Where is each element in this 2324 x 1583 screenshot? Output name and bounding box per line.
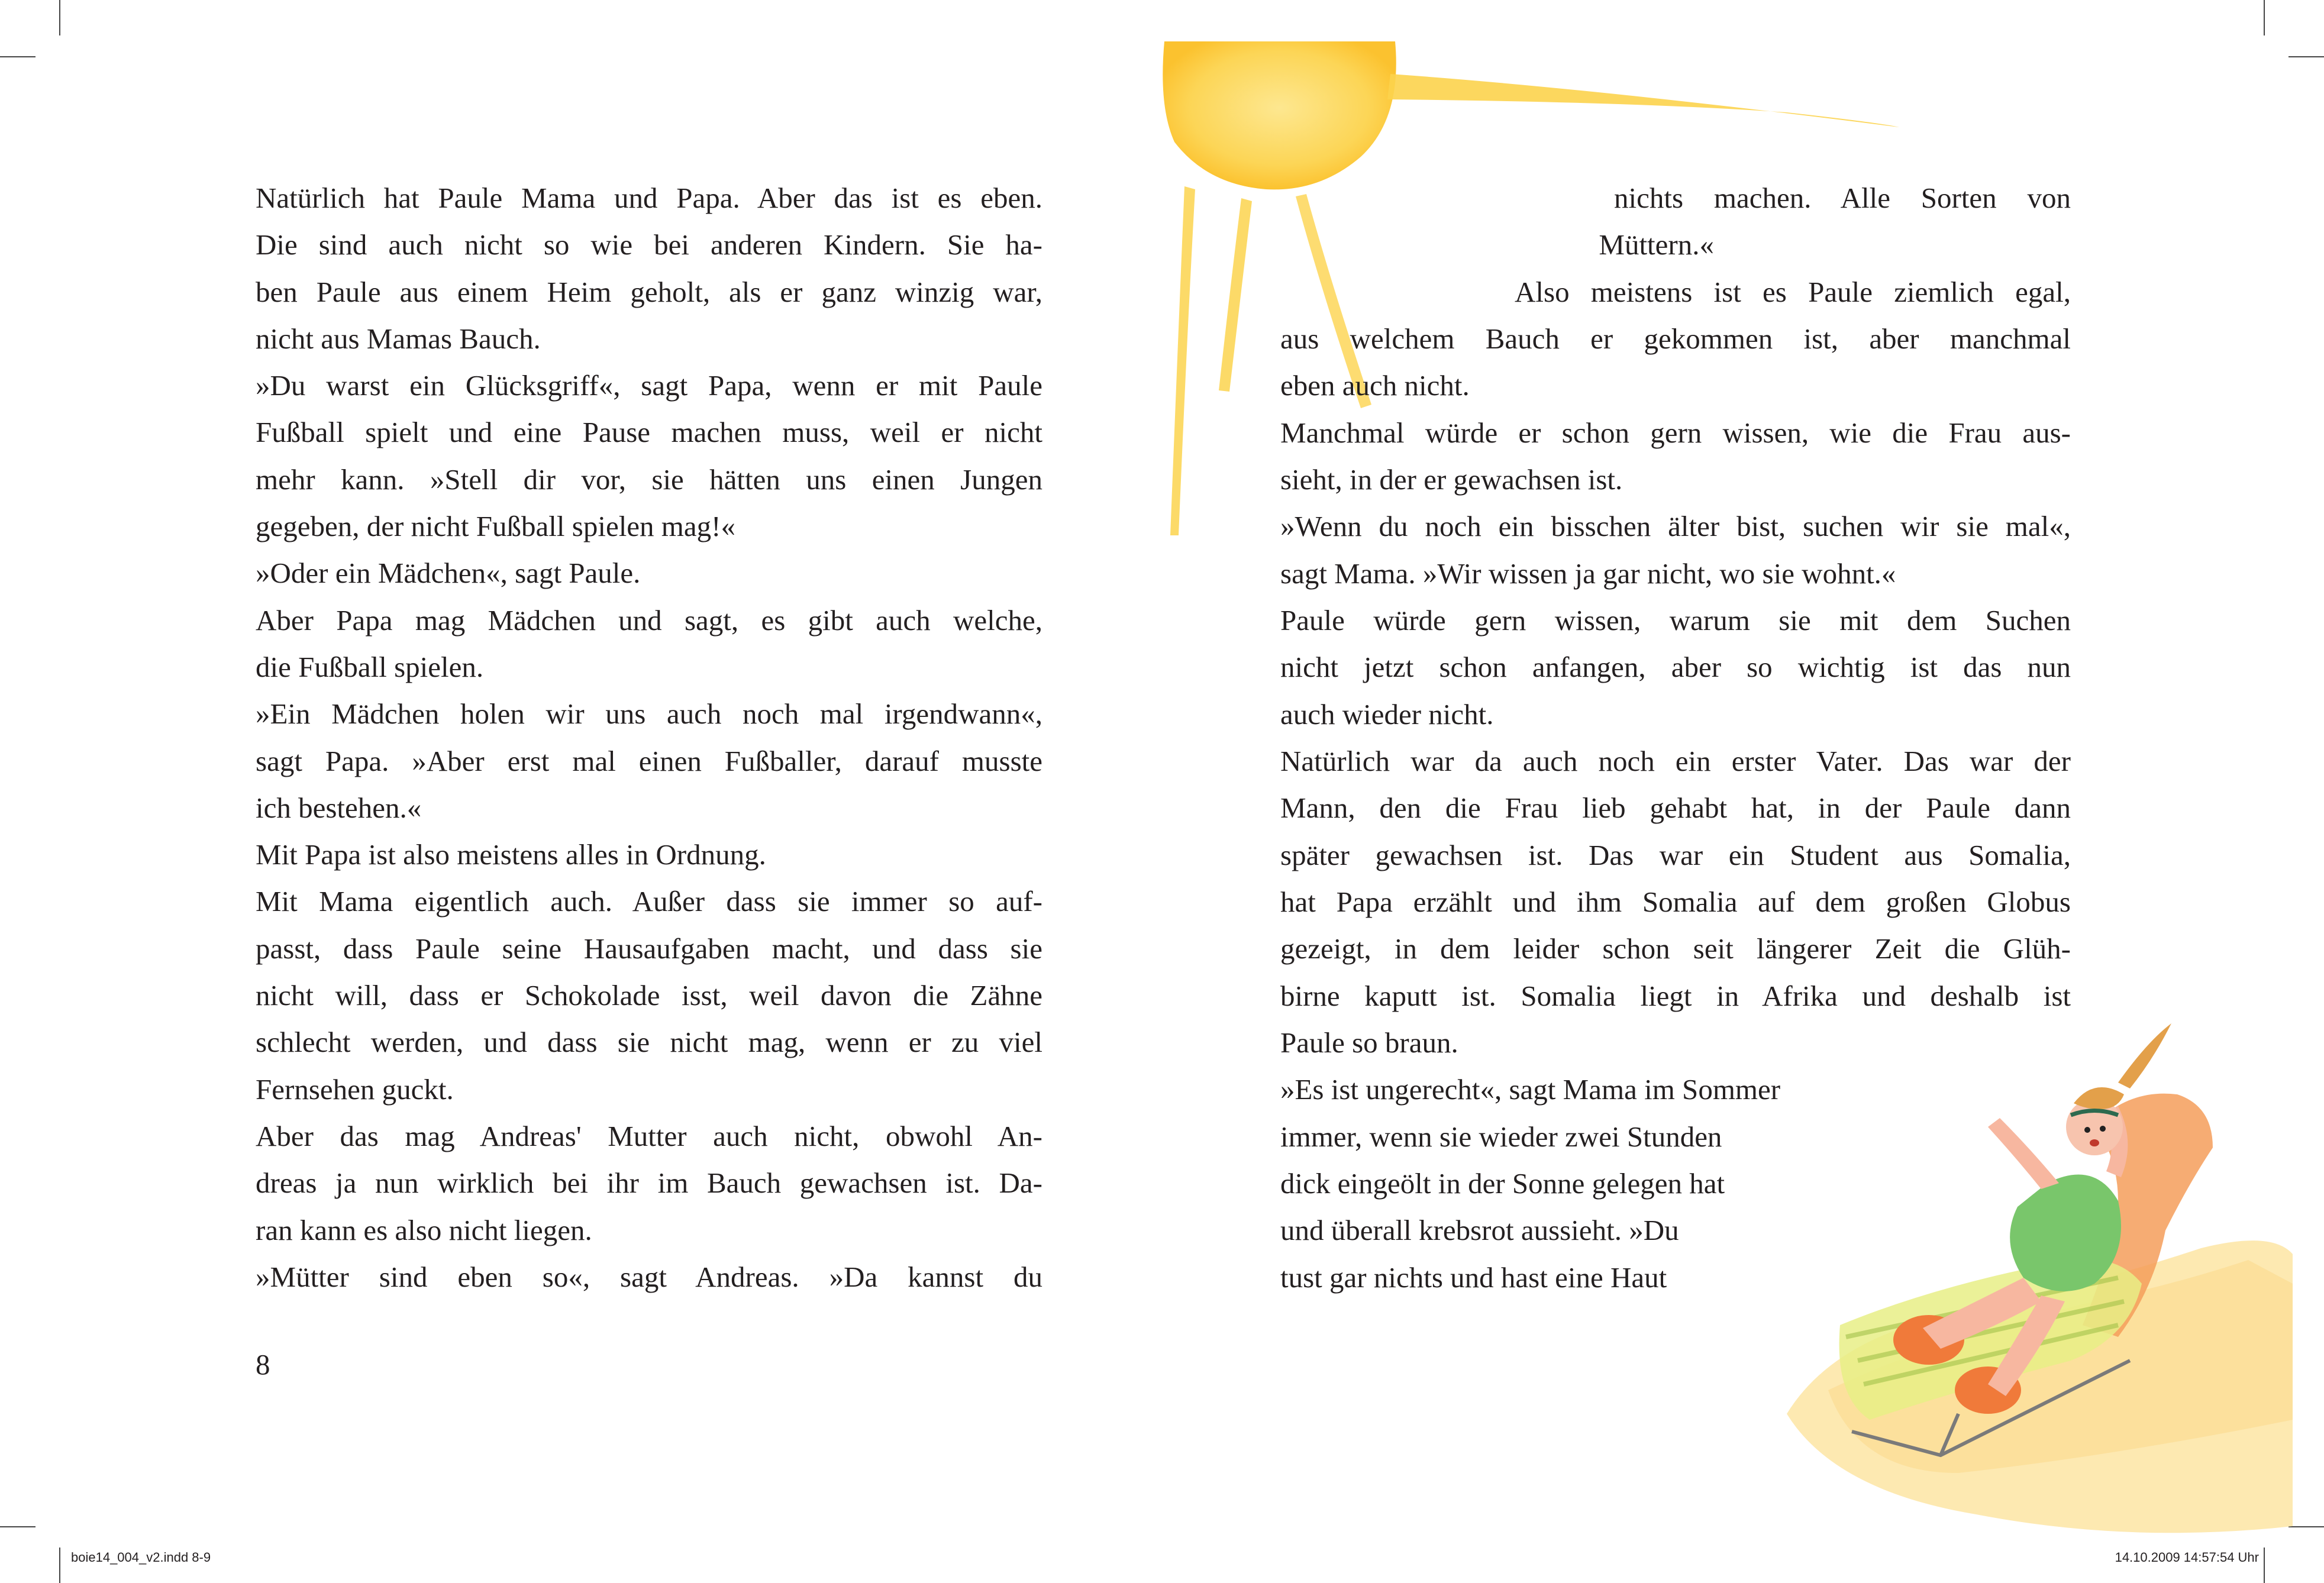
text-line: hat Papa erzählt und ihm Somalia auf dem großen Globus	[1280, 886, 2071, 918]
text-line: Aber Papa mag Mädchen und sagt, es gibt auch welche,	[256, 603, 1042, 637]
text-line: birne kaputt ist. Somalia liegt in Afrika und deshalb ist	[1280, 980, 2071, 1012]
text-line: Mit Mama eigentlich auch. Außer dass sie immer so auf-	[256, 885, 1042, 918]
text-line: eben auch nicht.	[1280, 369, 1470, 402]
text-line: Aber das mag Andreas' Mutter auch nicht, obwohl An-	[256, 1119, 1042, 1152]
text-line: Fernsehen guckt.	[256, 1072, 454, 1106]
text-line: sagt Mama. »Wir wissen ja gar nicht, wo sie wohnt.«	[1280, 557, 1896, 590]
text-line: gezeigt, in dem leider schon seit längerer Zeit die Glüh-	[1280, 932, 2071, 965]
text-line: passt, dass Paule seine Hausaufgaben macht, und dass sie	[256, 932, 1042, 965]
text-line: dick eingeölt in der Sonne gelegen hat	[1280, 1167, 1725, 1200]
text-line: »Du warst ein Glücksgriff«, sagt Papa, wenn er mit Paule	[256, 369, 1042, 402]
text-line: ben Paule aus einem Heim geholt, als er ganz winzig war,	[256, 275, 1042, 308]
text-line: ich bestehen.«	[256, 791, 422, 824]
text-line: mehr kann. »Stell dir vor, sie hätten uns einen Jungen	[256, 463, 1042, 496]
text-line: und überall krebsrot aussieht. »Du	[1280, 1214, 1679, 1246]
text-line: Fußball spielt und eine Pause machen muss, weil er nicht	[256, 416, 1042, 449]
text-line: »Es ist ungerecht«, sagt Mama im Sommer	[1280, 1073, 1781, 1106]
text-line: »Wenn du noch ein bisschen älter bist, suchen wir sie mal«,	[1280, 510, 2071, 542]
text-line: Mann, den die Frau lieb gehabt hat, in der Paule dann	[1280, 792, 2071, 824]
text-line: »Ein Mädchen holen wir uns auch noch mal irgendwann«,	[256, 697, 1042, 731]
text-line: tust gar nichts und hast eine Haut	[1280, 1261, 1667, 1294]
slug-filename: boie14_004_v2.indd 8-9	[71, 1550, 211, 1565]
text-line: auch wieder nicht.	[1280, 698, 1494, 731]
slug-timestamp: 14.10.2009 14:57:54 Uhr	[2115, 1550, 2259, 1565]
text-line: sagt Papa. »Aber erst mal einen Fußballer, darauf musste	[256, 744, 1042, 777]
text-line: »Oder ein Mädchen«, sagt Paule.	[256, 557, 641, 590]
text-line: Müttern.«	[1599, 228, 1714, 261]
text-line: nicht will, dass er Schokolade isst, weil davon die Zähne	[256, 979, 1042, 1012]
crop-mark	[2264, 1548, 2265, 1583]
text-line: ran kann es also nicht liegen.	[256, 1213, 592, 1246]
text-line: Die sind auch nicht so wie bei anderen Kindern. Sie ha-	[256, 228, 1042, 261]
left-page-text	[256, 175, 1042, 1300]
crop-mark	[2289, 56, 2324, 57]
text-line: Natürlich war da auch noch ein erster Vater. Das war der	[1280, 745, 2071, 777]
text-line: aus welchem Bauch er gekommen ist, aber manchmal	[1280, 322, 2071, 355]
text-line: gegeben, der nicht Fußball spielen mag!«	[256, 510, 735, 543]
text-line: dreas ja nun wirklich bei ihr im Bauch gewachsen ist. Da-	[256, 1167, 1042, 1200]
text-line: Paule so braun.	[1280, 1026, 1458, 1059]
text-line: »Mütter sind eben so«, sagt Andreas. »Da kannst du	[256, 1260, 1042, 1293]
crop-mark	[2264, 0, 2265, 35]
text-line: Manchmal würde er schon gern wissen, wie die Frau aus-	[1280, 416, 2071, 449]
text-line: nichts machen. Alle Sorten von	[1614, 182, 2071, 214]
text-line: später gewachsen ist. Das war ein Student aus Somalia,	[1280, 839, 2071, 871]
text-line: Paule würde gern wissen, warum sie mit dem Suchen	[1280, 604, 2071, 637]
text-line: Also meistens ist es Paule ziemlich egal,	[1515, 276, 2071, 308]
text-line: immer, wenn sie wieder zwei Stunden	[1280, 1120, 1722, 1153]
text-line: Mit Papa ist also meistens alles in Ordnung.	[256, 838, 766, 871]
text-line: Natürlich hat Paule Mama und Papa. Aber das ist es eben.	[256, 182, 1042, 214]
text-line: sieht, in der er gewachsen ist.	[1280, 463, 1623, 496]
text-line: nicht jetzt schon anfangen, aber so wichtig ist das nun	[1280, 651, 2071, 683]
text-line: nicht aus Mamas Bauch.	[256, 322, 541, 355]
text-line: die Fußball spielen.	[256, 650, 484, 683]
page-number: 8	[256, 1348, 270, 1381]
text-line: schlecht werden, und dass sie nicht mag, wenn er zu viel	[256, 1026, 1042, 1059]
